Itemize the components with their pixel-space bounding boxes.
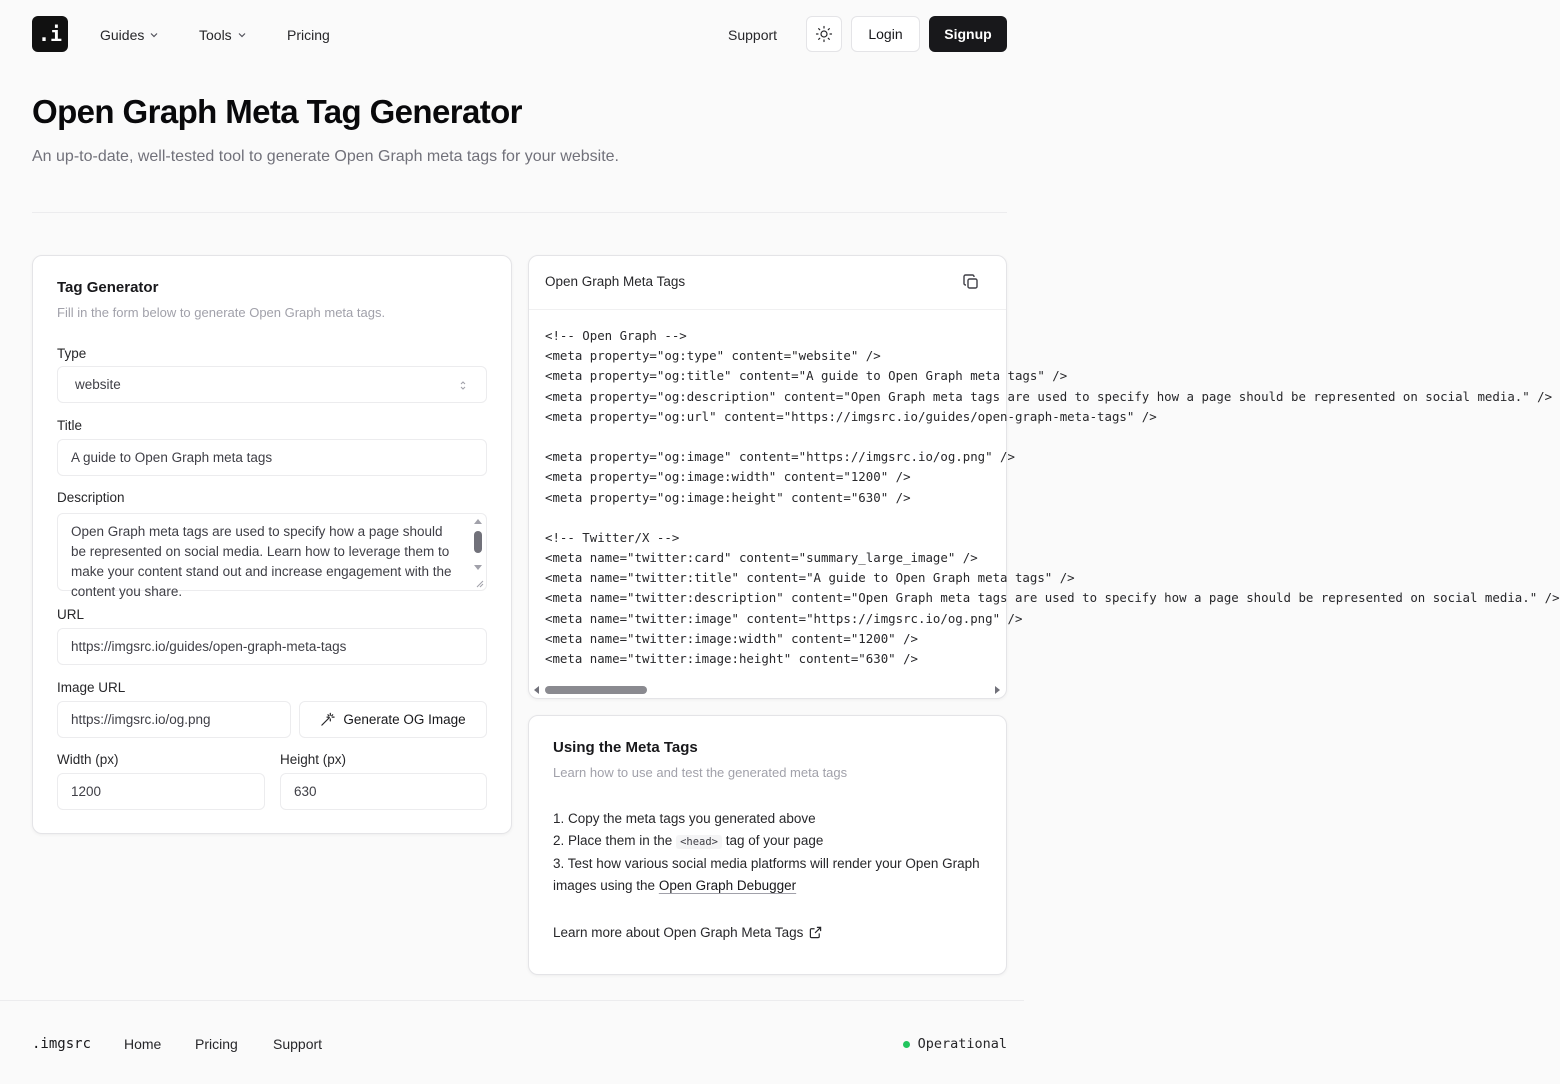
nav-guides-menu[interactable] — [100, 25, 159, 45]
step-2-text-end: tag of your page — [722, 832, 824, 848]
magic-wand-icon — [320, 712, 335, 727]
nav-tools-label: Tools — [199, 27, 232, 43]
top-navigation — [0, 0, 1024, 70]
height-label: Height (px) — [280, 752, 347, 767]
usage-steps — [553, 808, 993, 896]
description-textarea[interactable] — [57, 513, 487, 599]
footer-logo[interactable]: .imgsrc — [32, 1036, 92, 1052]
code-line: <!-- Open Graph --> — [545, 328, 687, 343]
code-line: <meta name="twitter:image:height" content="630" /> — [545, 651, 918, 666]
scroll-thumb[interactable] — [545, 686, 647, 694]
code-line: <meta property="og:description" content="Open Graph meta tags are used to specify how a page should be represented on social media." /> — [545, 388, 1553, 404]
page-subtitle: An up-to-date, well-tested tool to generate Open Graph meta tags for your website. — [32, 148, 619, 165]
nav-pricing-link[interactable]: Pricing — [287, 27, 330, 43]
code-line: <!-- Twitter/X --> — [545, 529, 680, 545]
height-input[interactable]: 630 — [280, 773, 487, 810]
image-url-label: Image URL — [57, 680, 126, 695]
usage-description: Learn how to use and test the generated meta tags — [553, 765, 848, 780]
login-button[interactable]: Login — [851, 16, 920, 52]
usage-step-2 — [553, 830, 993, 854]
status-text: Operational — [917, 1036, 1007, 1052]
scroll-left-arrow-icon[interactable] — [534, 686, 539, 694]
scroll-up-arrow-icon[interactable] — [474, 519, 482, 524]
tag-generator-card — [32, 255, 512, 834]
description-label: Description — [57, 490, 125, 505]
width-input[interactable]: 1200 — [57, 773, 265, 810]
using-meta-tags-card — [528, 715, 1007, 975]
usage-title: Using the Meta Tags — [553, 739, 698, 756]
meta-tags-code[interactable] — [545, 326, 1560, 669]
learn-more-link[interactable] — [553, 925, 822, 940]
nav-support-link[interactable]: Support — [728, 27, 778, 43]
output-title: Open Graph Meta Tags — [545, 274, 686, 289]
step-2-text: 2. Place them in the — [553, 832, 677, 848]
page-title: Open Graph Meta Tag Generator — [32, 93, 522, 130]
divider — [32, 212, 1007, 213]
code-line: <meta name="twitter:card" content="summary_large_image" /> — [545, 550, 978, 566]
logo[interactable]: .i — [32, 16, 68, 52]
title-input[interactable]: A guide to Open Graph meta tags — [57, 439, 487, 476]
horizontal-scrollbar[interactable] — [529, 682, 1006, 698]
code-line: <meta property="og:title" content="A guide to Open Graph meta tags" /> — [545, 368, 1068, 384]
chevron-down-icon — [149, 30, 159, 40]
step-3-text: 3. Test how various social media platforms will render your Open Graph images using the — [553, 856, 980, 893]
code-line: <meta property="og:image:height" content="630" /> — [545, 489, 911, 505]
output-header — [529, 256, 1006, 310]
code-line: <meta name="twitter:image:width" content="1200" /> — [545, 630, 918, 646]
scroll-thumb[interactable] — [474, 531, 482, 553]
chevron-updown-icon — [458, 379, 468, 392]
image-url-input[interactable]: https://imgsrc.io/og.png — [57, 701, 291, 738]
open-graph-debugger-link[interactable]: Open Graph Debugger — [658, 877, 797, 893]
footer-divider — [0, 1000, 1024, 1001]
footer-support-link[interactable]: Support — [273, 1036, 323, 1052]
type-select-value: website — [75, 377, 121, 392]
status-indicator[interactable] — [903, 1036, 1007, 1052]
url-label: URL — [57, 607, 85, 622]
textarea-scrollbar[interactable] — [470, 514, 486, 590]
signup-button[interactable]: Signup — [929, 16, 1007, 52]
usage-step-1: 1. Copy the meta tags you generated above — [553, 811, 816, 826]
code-line: <meta name="twitter:title" content="A guide to Open Graph meta tags" /> — [545, 570, 1075, 586]
sun-icon — [815, 25, 833, 43]
code-line — [545, 427, 1005, 447]
generator-description: Fill in the form below to generate Open Graph meta tags. — [57, 305, 386, 320]
code-line: <meta name="twitter:image" content="https://imgsrc.io/og.png" /> — [545, 610, 1023, 626]
type-label: Type — [57, 346, 87, 361]
code-line: <meta name="twitter:description" content="Open Graph meta tags are used to specify how a page should be represented on social media." /> — [545, 590, 1560, 606]
footer-home-link[interactable]: Home — [124, 1036, 162, 1052]
meta-tags-output-card — [528, 255, 1560, 699]
footer-pricing-link[interactable]: Pricing — [195, 1036, 238, 1052]
generator-title: Tag Generator — [57, 279, 159, 296]
nav-guides-label: Guides — [100, 27, 145, 43]
usage-step-3 — [553, 853, 993, 896]
code-line: <meta property="og:image" content="https://imgsrc.io/og.png" /> — [545, 449, 1015, 465]
head-tag-code: <head> — [676, 835, 722, 849]
generate-og-image-label: Generate OG Image — [343, 712, 466, 727]
chevron-down-icon — [237, 30, 247, 40]
code-line — [545, 508, 1005, 528]
resize-handle-icon[interactable] — [476, 580, 484, 588]
status-dot-icon — [903, 1041, 910, 1048]
external-link-icon — [809, 926, 822, 939]
learn-more-label: Learn more about Open Graph Meta Tags — [553, 925, 804, 940]
type-select[interactable] — [57, 366, 487, 403]
code-line: <meta property="og:image:width" content="1200" /> — [545, 469, 911, 485]
nav-tools-menu[interactable] — [199, 25, 247, 45]
url-input[interactable]: https://imgsrc.io/guides/open-graph-meta-tags — [57, 628, 487, 665]
title-label: Title — [57, 418, 83, 433]
width-label: Width (px) — [57, 752, 119, 767]
copy-icon[interactable] — [962, 273, 980, 291]
theme-toggle-button[interactable] — [806, 16, 842, 52]
code-line: <meta property="og:type" content="website" /> — [545, 348, 881, 364]
code-line: <meta property="og:url" content="https://imgsrc.io/guides/open-graph-meta-tags" /> — [545, 408, 1157, 424]
scroll-down-arrow-icon[interactable] — [474, 565, 482, 570]
description-textarea-value: Open Graph meta tags are used to specify how a page should be represented on social media. Learn how to leverage them to make your content stand out and increase engagement with the content you share. — [71, 524, 452, 599]
scroll-right-arrow-icon[interactable] — [995, 686, 1000, 694]
generate-og-image-button[interactable] — [299, 701, 487, 738]
